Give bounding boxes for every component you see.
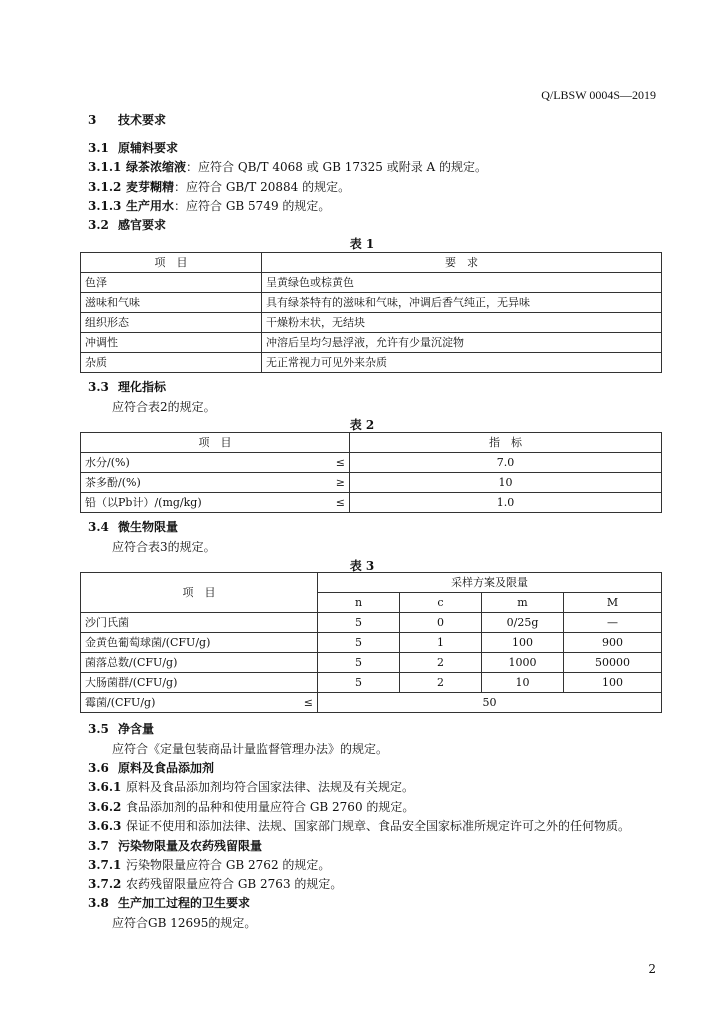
section-3-1-2 <box>88 178 350 195</box>
section-title: 净含量 <box>118 722 155 736</box>
table-row <box>81 273 662 293</box>
section-title: 原辅料要求 <box>118 141 179 155</box>
section-title: 微生物限量 <box>118 520 179 534</box>
table-cell: 1000 <box>482 653 564 673</box>
table-row <box>81 453 662 473</box>
page-number: 2 <box>648 962 656 976</box>
table-cell: 大肠菌群/(CFU/g) <box>81 673 318 693</box>
section-number: 3.6.1 <box>88 780 122 794</box>
section-number: 3.6 <box>88 761 109 775</box>
header-cell: 要 求 <box>262 253 662 273</box>
section-title: 生产加工过程的卫生要求 <box>118 896 251 910</box>
section-3-3-heading <box>88 378 166 395</box>
section-number: 3.1.1 <box>88 160 122 174</box>
section-3-4-heading <box>88 518 178 535</box>
table-row <box>81 693 662 713</box>
section-number: 3.6.3 <box>88 819 122 833</box>
table-header-row <box>81 433 662 453</box>
table-row <box>81 333 662 353</box>
section-number: 3.1.3 <box>88 199 122 213</box>
section-number: 3.7.2 <box>88 877 122 891</box>
section-3-6-1 <box>88 778 414 795</box>
table-cell: 7.0 <box>350 453 662 473</box>
table-cell: 沙门氏菌 <box>81 613 318 633</box>
section-3-1-1 <box>88 158 487 175</box>
section-text: ：应符合 QB/T 4068 或 GB 17325 或附录 A 的规定。 <box>186 160 488 174</box>
table-cell: 0/25g <box>482 613 564 633</box>
table-row <box>81 353 662 373</box>
table-cell: 组织形态 <box>81 313 262 333</box>
section-number: 3.3 <box>88 380 109 394</box>
section-3-3-text: 应符合表2的规定。 <box>112 400 216 414</box>
table-cell: 干燥粉末状，无结块 <box>262 313 662 333</box>
section-text: 污染物限量应符合 GB 2762 的规定。 <box>126 858 331 872</box>
table-1 <box>80 252 662 373</box>
section-title: 生产用水 <box>126 199 175 213</box>
section-number: 3.1 <box>88 141 109 155</box>
table-cell: 0 <box>400 613 482 633</box>
section-text: ：应符合 GB 5749 的规定。 <box>174 199 331 213</box>
table-cell <box>81 693 318 713</box>
table-cell: 10 <box>482 673 564 693</box>
table-cell: 10 <box>350 473 662 493</box>
table-3 <box>80 572 662 713</box>
header-cell: c <box>400 593 482 613</box>
section-title: 麦芽糊精 <box>126 180 175 194</box>
header-cell: 项 目 <box>81 253 262 273</box>
header-cell: m <box>482 593 564 613</box>
section-number: 3.7.1 <box>88 858 122 872</box>
section-number: 3.1.2 <box>88 180 122 194</box>
table-cell: — <box>564 613 662 633</box>
table-cell: 1 <box>400 633 482 653</box>
comparison-symbol: ≤ <box>335 456 345 469</box>
table-cell: 2 <box>400 653 482 673</box>
section-3-1-heading <box>88 139 178 156</box>
table-cell: 呈黄绿色或棕黄色 <box>262 273 662 293</box>
section-3-6-2 <box>88 798 414 815</box>
section-text: ：应符合 GB/T 20884 的规定。 <box>174 180 351 194</box>
header-cell: 项 目 <box>81 433 350 453</box>
table-cell <box>81 473 350 493</box>
table-row <box>81 633 662 653</box>
table-row <box>81 473 662 493</box>
section-3-6-heading <box>88 759 214 776</box>
section-text: 农药残留限量应符合 GB 2763 的规定。 <box>126 877 343 891</box>
document-code: Q/LBSW 0004S—2019 <box>541 88 656 102</box>
table-cell: 杂质 <box>81 353 262 373</box>
section-number: 3.7 <box>88 839 109 853</box>
table-cell: 冲调性 <box>81 333 262 353</box>
section-3-1-3 <box>88 197 330 214</box>
comparison-symbol: ≤ <box>335 496 345 509</box>
table-cell: 900 <box>564 633 662 653</box>
table-row <box>81 493 662 513</box>
table-cell: 2 <box>400 673 482 693</box>
table-cell: 色泽 <box>81 273 262 293</box>
section-3-5-text: 应符合《定量包装商品计量监督管理办法》的规定。 <box>112 742 389 756</box>
section-title: 感官要求 <box>118 218 167 232</box>
table-2 <box>80 432 662 513</box>
section-title: 原料及食品添加剂 <box>118 761 215 775</box>
table-cell: 50000 <box>564 653 662 673</box>
section-3-heading <box>88 111 166 128</box>
section-title: 污染物限量及农药残留限量 <box>118 839 263 853</box>
section-3-4-text: 应符合表3的规定。 <box>112 540 216 554</box>
table-cell: 滋味和气味 <box>81 293 262 313</box>
section-3-7-1 <box>88 856 330 873</box>
section-number: 3.4 <box>88 520 109 534</box>
table-cell: 无正常视力可见外来杂质 <box>262 353 662 373</box>
header-cell: n <box>318 593 400 613</box>
section-text: 保证不使用和添加法律、法规、国家部门规章、食品安全国家标准所规定许可之外的任何物质。 <box>126 819 631 833</box>
item-label: 霉菌/(CFU/g) <box>85 696 156 709</box>
section-3-2-heading <box>88 216 166 233</box>
table-cell: 菌落总数/(CFU/g) <box>81 653 318 673</box>
table-cell: 冲溶后呈均匀悬浮液，允许有少量沉淀物 <box>262 333 662 353</box>
section-text: 原料及食品添加剂均符合国家法律、法规及有关规定。 <box>126 780 415 794</box>
table-cell: 5 <box>318 613 400 633</box>
table-cell <box>81 453 350 473</box>
header-cell: 指 标 <box>350 433 662 453</box>
section-3-7-heading <box>88 837 262 854</box>
item-label: 铅（以Pb计）/(mg/kg) <box>85 496 202 509</box>
section-number: 3.2 <box>88 218 109 232</box>
table-row <box>81 673 662 693</box>
section-number: 3.6.2 <box>88 800 122 814</box>
table-cell: 5 <box>318 633 400 653</box>
section-title: 技术要求 <box>118 113 167 127</box>
item-label: 水分/(%) <box>85 456 130 469</box>
section-3-6-3 <box>88 817 630 834</box>
table-cell: 50 <box>318 693 662 713</box>
section-number: 3.5 <box>88 722 109 736</box>
header-cell: 采样方案及限量 <box>318 573 662 593</box>
table-cell: 100 <box>564 673 662 693</box>
section-title: 理化指标 <box>118 380 167 394</box>
table-1-caption: 表 1 <box>349 237 375 251</box>
table-cell: 5 <box>318 673 400 693</box>
section-3-7-2 <box>88 875 342 892</box>
table-row <box>81 653 662 673</box>
table-header-row <box>81 253 662 273</box>
section-3-5-heading <box>88 720 154 737</box>
section-number: 3 <box>88 113 97 127</box>
table-cell: 具有绿茶特有的滋味和气味，冲调后香气纯正，无异味 <box>262 293 662 313</box>
table-cell: 100 <box>482 633 564 653</box>
section-3-8-heading <box>88 894 250 911</box>
table-cell <box>81 493 350 513</box>
comparison-symbol: ≥ <box>335 476 345 489</box>
table-cell: 5 <box>318 653 400 673</box>
table-cell: 1.0 <box>350 493 662 513</box>
section-3-8-text: 应符合GB 12695的规定。 <box>112 916 257 930</box>
comparison-symbol: ≤ <box>303 696 313 709</box>
table-row <box>81 313 662 333</box>
section-title: 绿茶浓缩液 <box>126 160 187 174</box>
header-cell: M <box>564 593 662 613</box>
header-cell: 项 目 <box>81 573 318 613</box>
table-header-row <box>81 573 662 593</box>
table-row <box>81 613 662 633</box>
table-cell: 金黄色葡萄球菌/(CFU/g) <box>81 633 318 653</box>
table-2-caption: 表 2 <box>349 418 375 432</box>
section-number: 3.8 <box>88 896 109 910</box>
item-label: 茶多酚/(%) <box>85 476 141 489</box>
section-text: 食品添加剂的品种和使用量应符合 GB 2760 的规定。 <box>126 800 415 814</box>
table-3-caption: 表 3 <box>349 559 375 573</box>
table-row <box>81 293 662 313</box>
